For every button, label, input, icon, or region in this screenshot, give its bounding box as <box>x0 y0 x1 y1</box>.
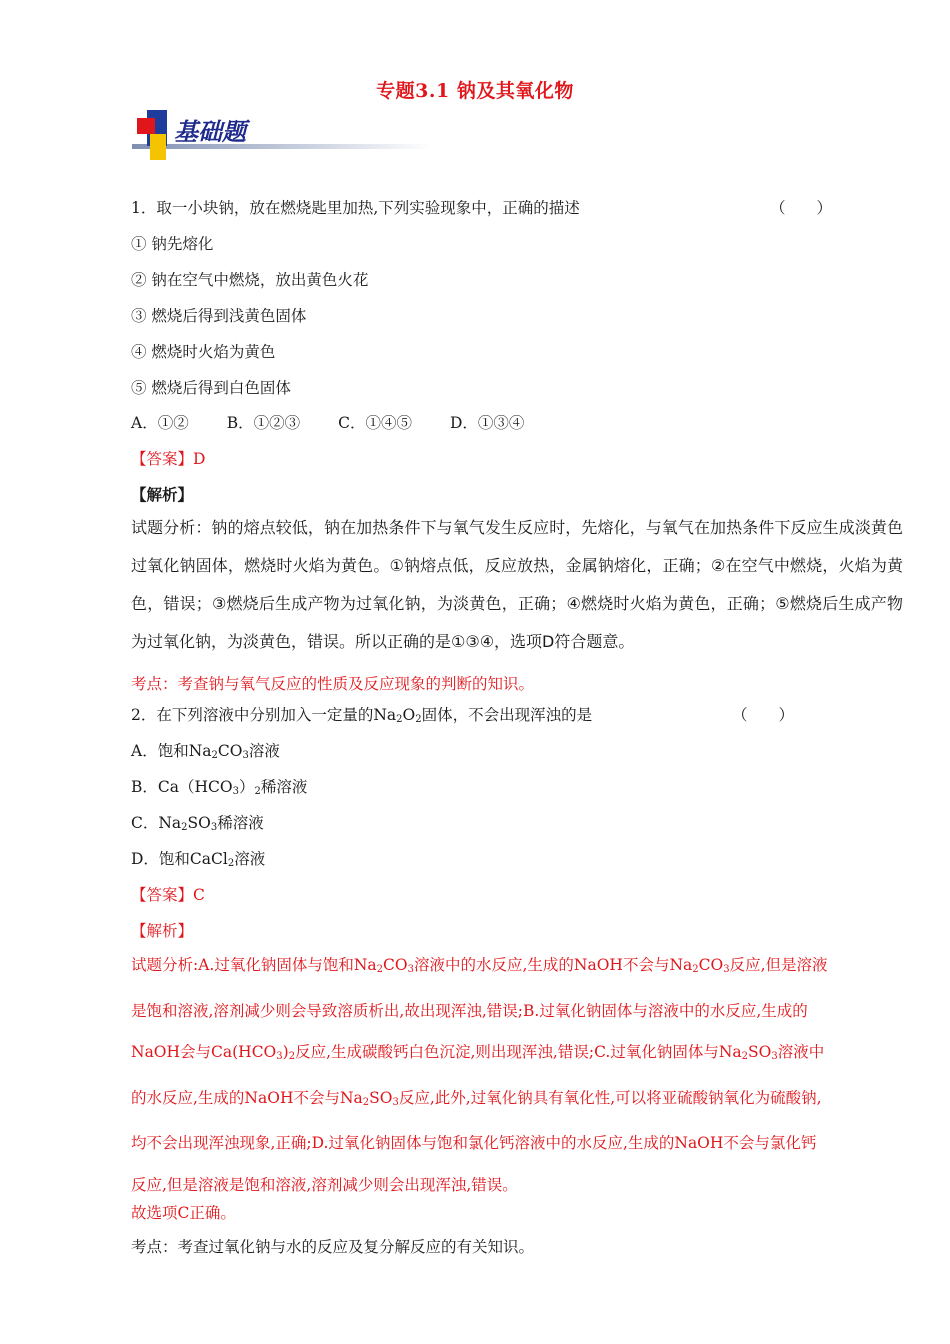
q2-option-d: D．饱和CaCl$_2$溶液 <box>131 850 266 869</box>
q1-options <box>131 413 562 433</box>
banner-block-red <box>137 118 155 134</box>
q2-kaodian: 考点：考查过氧化钠与水的反应及复分解反应的有关知识。 <box>131 1238 535 1256</box>
q2-analysis: 试题分析:A.过氧化钠固体与饱和$Na_2CO_3$溶液中的水反应,生成的NaOH不会与$Na_2CO_3$反应,但是溶液是饱和溶液,溶剂减少则会导致溶质析出,故出现浑浊,错误;B.过氧化钠固体与溶液中的水反应,生成的NaOH会与$Ca(HCO_3)_2$反应,生成碳酸钙白色沉淀,则出现浑浊,错误;C.过氧化钠固体与$Na_2SO_3$溶液中的水反应,生成的NaOH不会与$Na_2SO_3$反应,此外,过氧化钠具有氧化性,可以将亚硫酸钠氧化为硫酸钠,均不会出现浑浊现象,正确;D.过氧化钠固体与饱和氯化钙溶液中的水反应,生成的NaOH不会与氯化钙反应,但是溶液是饱和溶液,溶剂减少则会出现浑浊,错误。 <box>131 956 828 1194</box>
banner-block-yellow <box>150 134 166 160</box>
q1-item-2: ② 钠在空气中燃烧，放出黄色火花 <box>131 271 369 289</box>
page-title: 专题3.1 钠及其氧化物 <box>376 80 574 102</box>
q2-bracket: （ ） <box>732 706 795 724</box>
q1-answer-label: 【答案】 <box>131 450 194 468</box>
q1-analysis-label: 【解析】 <box>131 485 194 504</box>
q1-answer: D <box>193 450 206 468</box>
q2-answer-line <box>131 885 205 905</box>
q2-analysis-label: 【解析】 <box>131 922 194 940</box>
q2-conclusion: 故选项C正确。 <box>131 1204 236 1222</box>
q2-option-a: A．饱和$Na_2CO_3$溶液 <box>131 742 280 761</box>
q2-answer-label: 【答案】 <box>131 886 194 904</box>
q1-kaodian: 考点：考查钠与氧气反应的性质及反应现象的判断的知识。 <box>131 675 535 693</box>
q2-stem: 2．在下列溶液中分别加入一定量的$Na_2O_2$固体，不会出现浑浊的是 <box>131 706 593 725</box>
q1-stem: 1．取一小块钠，放在燃烧匙里加热,下列实验现象中，正确的描述 <box>131 199 580 217</box>
q1-item-5: ⑤ 燃烧后得到白色固体 <box>131 379 291 397</box>
section-banner <box>132 110 432 162</box>
q2-option-c: C．$Na_2SO_3$稀溶液 <box>131 814 264 833</box>
q1-option-d: D．①③④ <box>449 414 525 432</box>
q1-option-a: A．①② <box>131 414 189 432</box>
q2-answer: C <box>193 886 205 904</box>
q1-item-1: ① 钠先熔化 <box>131 235 214 253</box>
q1-item-4: ④ 燃烧时火焰为黄色 <box>131 343 276 361</box>
q2-option-b: B．$Ca(HCO_3)_2$稀溶液 <box>131 778 308 797</box>
q1-item-3: ③ 燃烧后得到浅黄色固体 <box>131 307 307 325</box>
banner-text: 基础题 <box>174 117 246 146</box>
q1-analysis: 试题分析：钠的熔点较低，钠在加热条件下与氧气发生反应时，先熔化，与氧气在加热条件下反应生成淡黄色过氧化钠固体，燃烧时火焰为黄色。①钠熔点低，反应放热，金属钠熔化，正确；②在空气中燃烧，火焰为黄色，错误；③燃烧后生成产物为过氧化钠，为淡黄色，正确；④燃烧时火焰为黄色，正确；⑤燃烧后生成产物为过氧化钠，为淡黄色，错误。所以正确的是①③④，选项D符合题意。 <box>131 518 903 651</box>
q1-option-b: B．①②③ <box>226 414 301 432</box>
q1-option-c: C．①④⑤ <box>338 414 412 432</box>
q1-answer-line <box>131 449 205 469</box>
q1-bracket: （ ） <box>770 199 833 217</box>
